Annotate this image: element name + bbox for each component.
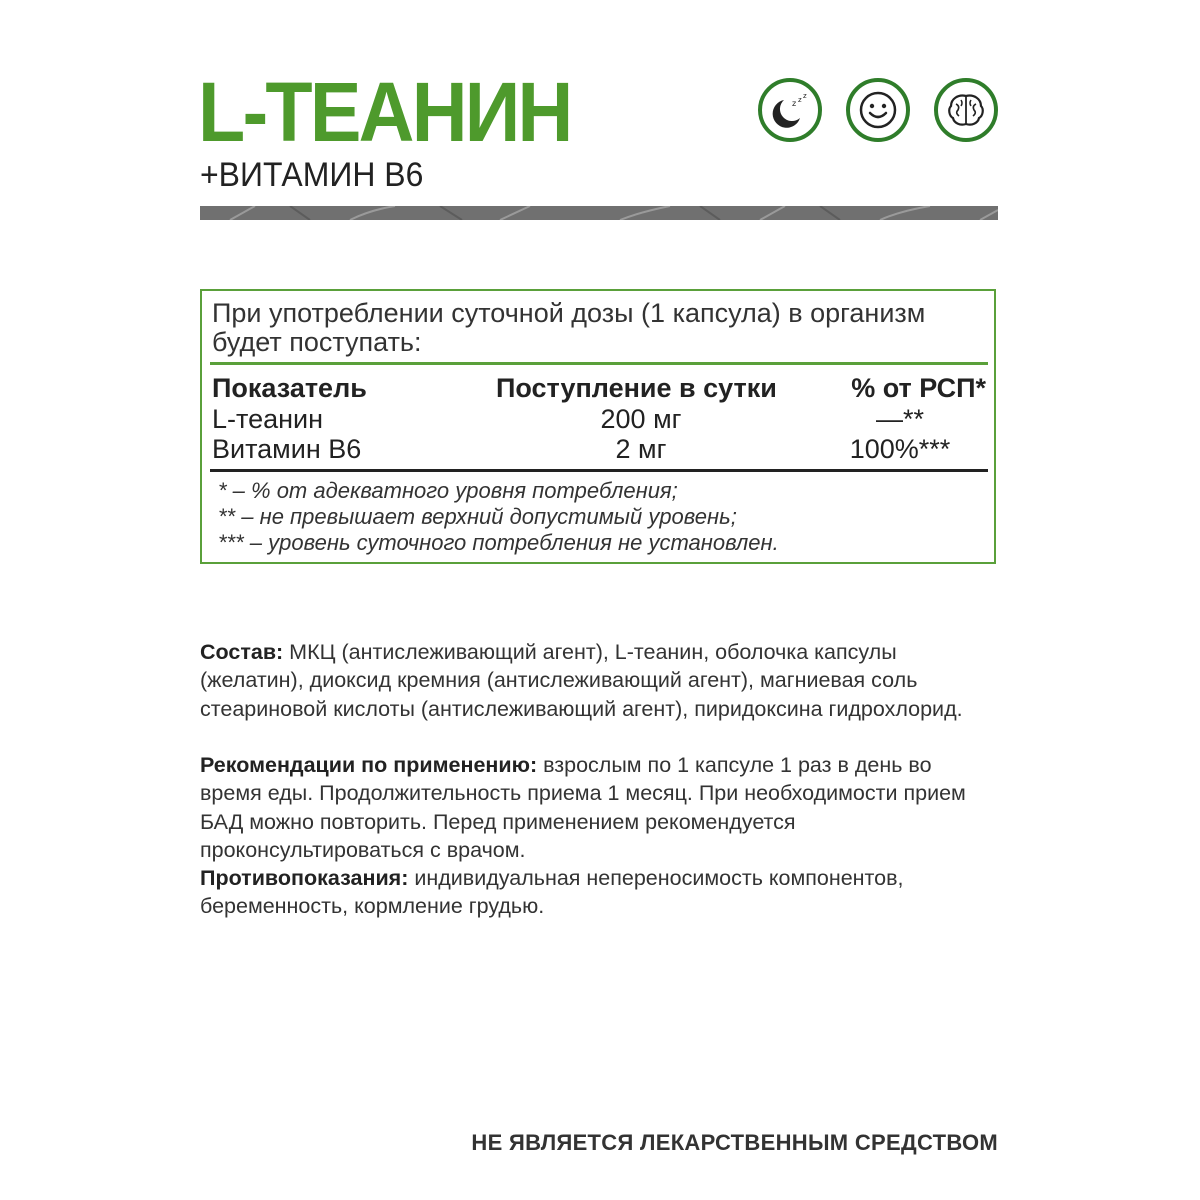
recommendations-text: взрослым по 1 капсуле 1 раз в день во время еды. Продолжительность приема 1 месяц. При необходимости прием БАД можно повторить. Перед применением рекомендуется проконсультироваться с врачом. — [200, 753, 966, 863]
column-header-rsp: % от РСП* — [851, 373, 986, 403]
brain-icon — [934, 78, 998, 142]
product-title: L-ТЕАНИН — [198, 65, 571, 159]
facts-bottom-divider — [210, 469, 988, 472]
facts-top-divider — [210, 362, 988, 365]
contraindications-text: индивидуальная непереносимость компонентов, беременность, кормление грудью. — [200, 866, 904, 919]
svg-text:z: z — [803, 92, 807, 100]
footnote: * – % от адекватного уровня потребления; — [218, 478, 678, 503]
svg-text:z: z — [792, 99, 797, 108]
recommendations-label: Рекомендации по применению: — [200, 753, 538, 777]
sleep-moon-icon — [758, 78, 822, 142]
row-name: Витамин В6 — [212, 434, 362, 464]
nutrition-facts-box — [200, 289, 996, 564]
contraindications-paragraph — [200, 864, 990, 921]
footnote: ** – не превышает верхний допустимый уровень; — [218, 504, 737, 529]
column-header-indicator: Показатель — [212, 373, 367, 403]
smile-icon — [846, 78, 910, 142]
product-subtitle: +ВИТАМИН В6 — [200, 156, 424, 194]
column-header-daily-intake: Поступление в сутки — [496, 373, 777, 403]
not-medicine-disclaimer: НЕ ЯВЛЯЕТСЯ ЛЕКАРСТВЕННЫМ СРЕДСТВОМ — [471, 1130, 998, 1155]
composition-paragraph — [200, 638, 990, 723]
footnote: *** – уровень суточного потребления не установлен. — [218, 530, 779, 555]
row-amount: 200 мг — [600, 404, 682, 434]
row-rsp: 100%*** — [849, 434, 951, 464]
facts-intro: При употреблении суточной дозы (1 капсула) в организм будет поступать: — [212, 298, 926, 357]
contraindications-label: Противопоказания: — [200, 866, 409, 890]
recommendations-paragraph — [200, 751, 990, 865]
svg-text:z: z — [798, 96, 802, 104]
row-name: L-теанин — [212, 404, 324, 434]
row-amount: 2 мг — [615, 434, 667, 464]
row-rsp: —** — [875, 404, 924, 434]
decorative-stripe — [200, 206, 998, 220]
composition-text: МКЦ (антислеживающий агент), L-теанин, оболочка капсулы (желатин), диоксид кремния (антислеживающий агент), магниевая соль стеариновой кислоты (антислеживающий агент), пиридоксина гидрохлорид. — [200, 640, 963, 721]
composition-label: Состав: — [200, 640, 284, 664]
